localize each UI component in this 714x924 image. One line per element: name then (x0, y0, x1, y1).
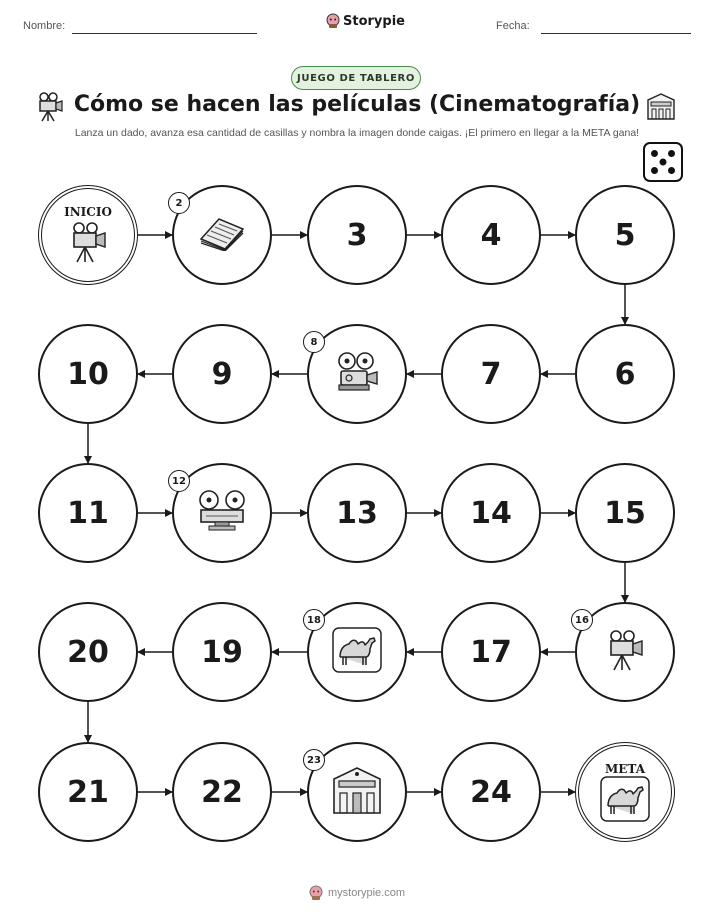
space-number: 14 (470, 495, 512, 531)
space-number-badge: 2 (168, 192, 190, 214)
date-label: Fecha: (496, 20, 530, 32)
script-icon (197, 215, 247, 255)
space-number: 6 (614, 356, 636, 392)
finish-space (575, 742, 675, 842)
film-projector-icon (333, 351, 381, 397)
camel-icon (332, 627, 382, 677)
name-label: Nombre: (23, 20, 66, 32)
board-space-17 (441, 602, 541, 702)
board-space-15 (575, 463, 675, 563)
cinema-building-icon (331, 765, 383, 819)
reel-to-reel-icon (197, 490, 247, 536)
camel-icon (600, 776, 650, 826)
board-space-9 (172, 324, 272, 424)
board-space-21 (38, 742, 138, 842)
space-number-badge: 18 (303, 609, 325, 631)
storypie-mascot-icon (309, 885, 323, 901)
game-type-badge: JUEGO DE TABLERO (291, 66, 421, 90)
camera-icon (68, 221, 108, 267)
space-number: 20 (67, 634, 109, 670)
instructions: Lanza un dado, avanza esa cantidad de casillas y nombra la imagen donde caigas. ¡El primero en llegar a la META gana! (74, 127, 640, 139)
space-number: 19 (201, 634, 243, 670)
board-space-12 (172, 463, 272, 563)
space-number: 22 (201, 774, 243, 810)
board-space-16 (575, 602, 675, 702)
space-number: 21 (67, 774, 109, 810)
space-number: 4 (480, 217, 502, 253)
brand-name: Storypie (343, 13, 405, 29)
space-number: 5 (614, 217, 636, 253)
start-label: INICIO (64, 205, 112, 219)
finish-label: META (604, 762, 645, 776)
footer-url[interactable]: mystorypie.com (327, 887, 406, 899)
space-number: 11 (67, 495, 109, 531)
space-number: 17 (470, 634, 512, 670)
space-number: 9 (211, 356, 233, 392)
board-space-19 (172, 602, 272, 702)
board-space-2 (172, 185, 272, 285)
board-space-13 (307, 463, 407, 563)
board-space-20 (38, 602, 138, 702)
board-space-6 (575, 324, 675, 424)
space-number: 10 (67, 356, 109, 392)
board-space-3 (307, 185, 407, 285)
start-space (38, 185, 138, 285)
space-number: 13 (336, 495, 378, 531)
board-space-5 (575, 185, 675, 285)
board-space-22 (172, 742, 272, 842)
space-number: 3 (346, 217, 368, 253)
space-number-badge: 8 (303, 331, 325, 353)
board-space-8 (307, 324, 407, 424)
board-space-10 (38, 324, 138, 424)
footer (0, 885, 714, 901)
board-space-18 (307, 602, 407, 702)
page-title: Cómo se hacen las películas (Cinematografía) (73, 92, 641, 117)
space-number-badge: 12 (168, 470, 190, 492)
board-space-24 (441, 742, 541, 842)
camera-icon (605, 629, 645, 675)
space-number: 15 (604, 495, 646, 531)
space-number-badge: 16 (571, 609, 593, 631)
space-number: 24 (470, 774, 512, 810)
board-space-23 (307, 742, 407, 842)
space-number: 7 (480, 356, 502, 392)
board-space-4 (441, 185, 541, 285)
board-space-14 (441, 463, 541, 563)
space-number-badge: 23 (303, 749, 325, 771)
board-space-11 (38, 463, 138, 563)
board-space-7 (441, 324, 541, 424)
